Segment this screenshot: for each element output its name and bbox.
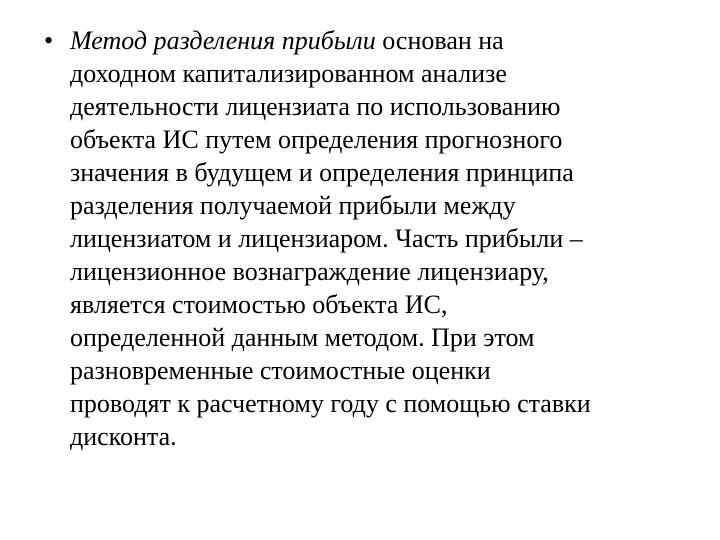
paragraph-line: лицензиатом и лицензиаром. Часть прибыли – [70,224,583,253]
paragraph-line: значения в будущем и определения принципа [70,158,574,187]
paragraph-line: объекта ИС путем определения прогнозного [70,125,563,154]
method-term: Метод разделения прибыли [70,26,376,55]
paragraph-line: лицензионное вознаграждение лицензиару, [70,257,549,286]
paragraph-line: доходном капитализированном анализе [70,59,507,88]
paragraph-line: определенной данным методом. При этом [70,323,535,352]
paragraph-line: является стоимостью объекта ИС, [70,290,448,319]
paragraph-line: деятельности лицензиата по использованию [70,92,561,121]
paragraph-line: дисконта. [70,422,177,451]
bullet-marker: • [44,26,54,55]
paragraph-line: разновременные стоимостные оценки [70,356,491,385]
paragraph-line [70,24,700,57]
paragraph-line-text: основан на [375,26,504,55]
paragraph-line: проводят к расчетному году с помощью ставки [70,389,591,418]
paragraph-line: разделения получаемой прибыли между [70,191,516,220]
bullet-paragraph [70,24,700,453]
